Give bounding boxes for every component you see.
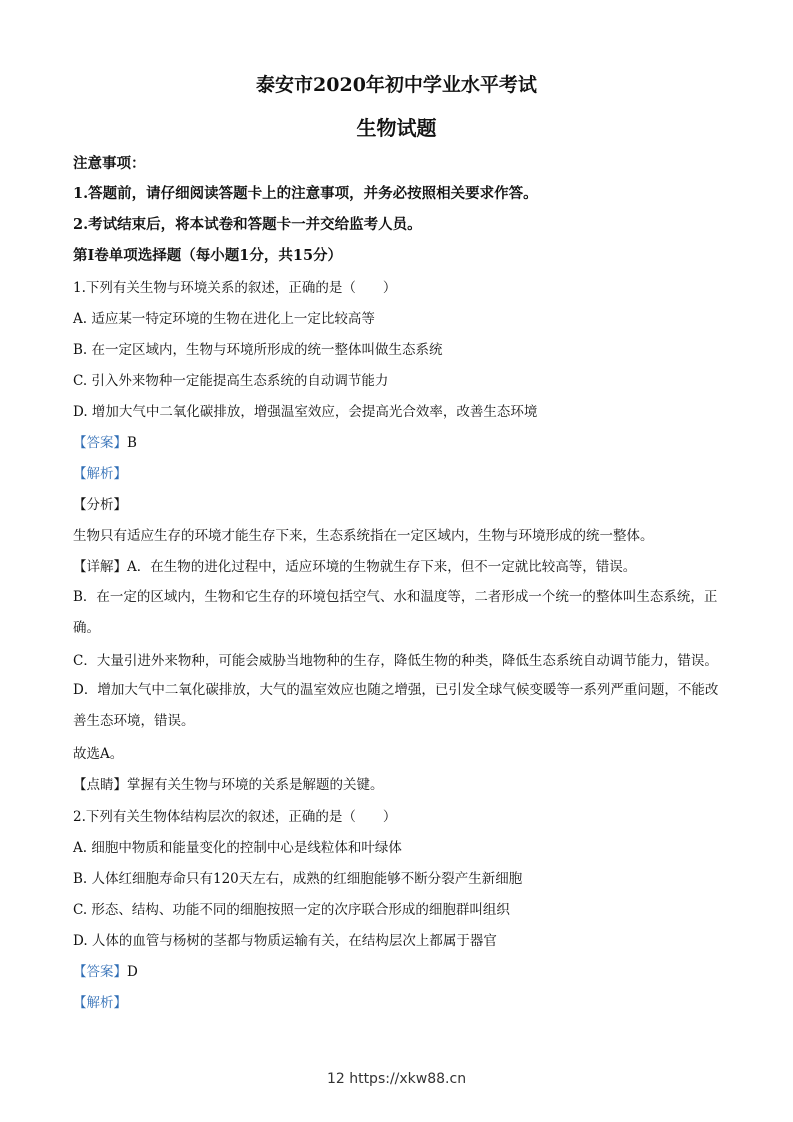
option-c: C. 形态、结构、功能不同的细胞按照一定的次序联合形成的细胞群叫组织: [73, 902, 510, 918]
answer-tag: 【答案】: [73, 435, 127, 451]
detail-d: D．增加大气中二氧化碳排放，大气的温室效应也随之增强，已引发全球气候变暖等一系列严重问题，不能改善生态环境，错误。: [73, 682, 719, 729]
option-d: D. 人体的血管与杨树的茎都与物质运输有关，在结构层次上都属于器官: [73, 933, 497, 949]
answer-line: [73, 960, 723, 980]
analysis-tag: 【解析】: [73, 466, 127, 482]
exam-subtitle: 生物试题: [356, 116, 437, 140]
choose-line: 故选A。: [73, 746, 124, 762]
answer-tag: 【答案】: [73, 964, 127, 980]
tip-line: 【点睛】掌握有关生物与环境的关系是解题的关键。: [73, 777, 384, 793]
notice-heading: 注意事项：: [73, 155, 146, 172]
option-c: C. 引入外来物种一定能提高生态系统的自动调节能力: [73, 373, 389, 389]
detail-c: C．大量引进外来物种，可能会威胁当地物种的生存，降低生物的种类，降低生态系统自动调节能力，错误。: [73, 653, 718, 669]
analysis-tag: 【解析】: [73, 995, 127, 1011]
page-footer: 12 https://xkw88.cn: [326, 1071, 467, 1087]
answer-line: [73, 431, 723, 451]
detail-a: 【详解】A．在生物的进化过程中，适应环境的生物就生存下来，但不一定就比较高等，错误。: [73, 559, 637, 575]
section-title: 第Ⅰ卷单项选择题（每小题1分，共15分）: [73, 247, 343, 264]
option-b: B. 人体红细胞寿命只有120天左右，成熟的红细胞能够不断分裂产生新细胞: [73, 871, 523, 887]
answer-value: B: [127, 435, 137, 451]
question-stem: 1.下列有关生物与环境关系的叙述，正确的是（ ）: [73, 280, 397, 296]
option-b: B. 在一定区域内，生物与环境所形成的统一整体叫做生态系统: [73, 342, 443, 358]
option-a: A. 适应某一特定环境的生物在进化上一定比较高等: [73, 311, 375, 327]
notice-item: 2.考试结束后，将本试卷和答题卡一并交给监考人员。: [73, 216, 422, 233]
detail-b: B．在一定的区域内，生物和它生存的环境包括空气、水和温度等，二者形成一个统一的整体叫生态系统，正确。: [73, 589, 718, 636]
analysis-subheading: 【分析】: [73, 497, 127, 513]
question-stem: 2.下列有关生物体结构层次的叙述，正确的是（ ）: [73, 809, 397, 825]
option-d: D. 增加大气中二氧化碳排放，增强温室效应，会提高光合效率，改善生态环境: [73, 404, 538, 420]
notice-item: 1.答题前，请仔细阅读答题卡上的注意事项，并务必按照相关要求作答。: [73, 185, 538, 202]
exam-title: 泰安市2020年初中学业水平考试: [256, 74, 537, 96]
answer-value: D: [127, 964, 138, 980]
option-a: A. 细胞中物质和能量变化的控制中心是线粒体和叶绿体: [73, 840, 402, 856]
analysis-text: 生物只有适应生存的环境才能生存下来，生态系统指在一定区域内，生物与环境形成的统一整体。: [73, 528, 654, 544]
